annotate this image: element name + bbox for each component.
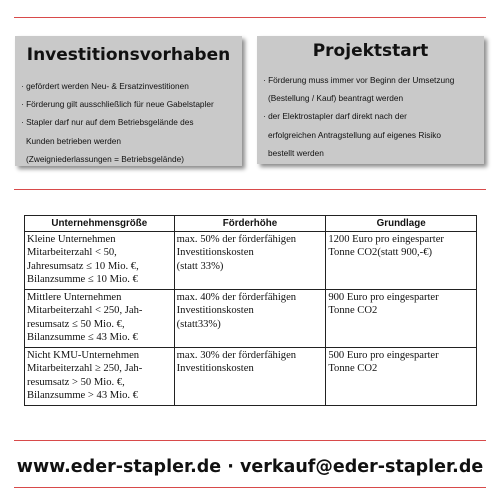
- cell-size: [25, 348, 175, 406]
- cell-basis: [326, 348, 477, 406]
- table-header-row: [25, 216, 477, 232]
- list-item: · Förderung gilt ausschließlich für neue Gabelstapler: [21, 99, 214, 110]
- cell-funding: [174, 290, 326, 348]
- cell-line: Investitionskosten: [176, 363, 254, 375]
- investitionsvorhaben-list: [21, 77, 236, 168]
- list-item: Kunden betrieben werden: [26, 135, 122, 146]
- cell-funding: [174, 348, 326, 406]
- cell-line: max. 30% der förderfähigen: [176, 350, 297, 361]
- middle-divider: [14, 189, 486, 190]
- cell-line: Bilanzsumme > 43 Mio. €: [27, 390, 139, 402]
- cell-line: resumsatz > 50 Mio. €,: [27, 376, 125, 388]
- cell-line: Tonne CO2: [328, 305, 378, 317]
- projektstart-box: [257, 36, 484, 164]
- header-unternehmensgroesse: Unternehmensgröße: [25, 216, 175, 232]
- cell-funding: [174, 232, 326, 290]
- cell-size: [25, 232, 175, 290]
- investitionsvorhaben-box: [15, 36, 242, 166]
- list-item: · der Elektrostapler darf direkt nach der: [263, 111, 407, 122]
- list-item: · Förderung muss immer vor Beginn der Umsetzung: [263, 75, 455, 85]
- cell-line: Mitarbeiterzahl < 250, Jah-: [27, 305, 143, 317]
- cell-line: Mittlere Unternehmen: [27, 292, 122, 303]
- lower-divider: [14, 440, 486, 441]
- cell-line: Investitionskosten: [176, 305, 254, 317]
- list-item: (Zweigniederlassungen = Betriebsgelände): [26, 153, 184, 164]
- top-divider: [14, 17, 486, 18]
- list-item: · Stapler darf nur auf dem Betriebsgelände des: [21, 117, 194, 128]
- list-item: (Bestellung / Kauf) beantragt werden: [268, 93, 404, 104]
- cell-line: 1200 Euro pro eingesparter: [328, 234, 444, 245]
- footer-contact[interactable]: www.eder-stapler.de · verkauf@eder-stapler.de: [16, 457, 484, 477]
- header-grundlage: Grundlage: [326, 216, 477, 232]
- cell-basis: [326, 290, 477, 348]
- cell-line: (statt 33%): [176, 260, 224, 272]
- cell-line: (statt33%): [176, 318, 221, 330]
- cell-line: Investitionskosten: [176, 247, 254, 259]
- cell-line: Bilanzsumme ≤ 43 Mio. €: [27, 332, 138, 344]
- cell-line: max. 50% der förderfähigen: [176, 234, 297, 245]
- cell-line: Nicht KMU-Unternehmen: [27, 350, 140, 361]
- cell-size: [25, 290, 175, 348]
- table-row: [25, 290, 477, 348]
- projektstart-title: Projektstart: [312, 41, 429, 61]
- cell-line: Jahresumsatz ≤ 10 Mio. €,: [27, 260, 139, 272]
- cell-basis: [326, 232, 477, 290]
- table-row: [25, 348, 477, 406]
- cell-line: Tonne CO2(statt 900,-€): [328, 247, 433, 259]
- cell-line: Kleine Unternehmen: [27, 234, 116, 245]
- projektstart-list: [263, 71, 478, 162]
- header-foerderhoehe: Förderhöhe: [174, 216, 326, 232]
- foerder-table: [24, 215, 477, 406]
- list-item: erfolgreichen Antragstellung auf eigenes Risiko: [268, 129, 441, 140]
- investitionsvorhaben-title: Investitionsvorhaben: [26, 45, 231, 65]
- cell-line: Mitarbeiterzahl ≥ 250, Jah-: [27, 363, 143, 375]
- cell-line: Bilanzsumme ≤ 10 Mio. €: [27, 274, 138, 286]
- list-item: bestellt werden: [268, 147, 324, 158]
- cell-line: Tonne CO2: [328, 363, 378, 375]
- cell-line: Mitarbeiterzahl < 50,: [27, 247, 117, 259]
- bottom-divider: [14, 487, 486, 488]
- list-item: · gefördert werden Neu- & Ersatzinvestitionen: [21, 81, 189, 91]
- cell-line: resumsatz ≤ 50 Mio. €,: [27, 318, 125, 330]
- cell-line: 500 Euro pro eingesparter: [328, 350, 439, 361]
- table-row: [25, 232, 477, 290]
- cell-line: max. 40% der förderfähigen: [176, 292, 297, 303]
- cell-line: 900 Euro pro eingesparter: [328, 292, 439, 303]
